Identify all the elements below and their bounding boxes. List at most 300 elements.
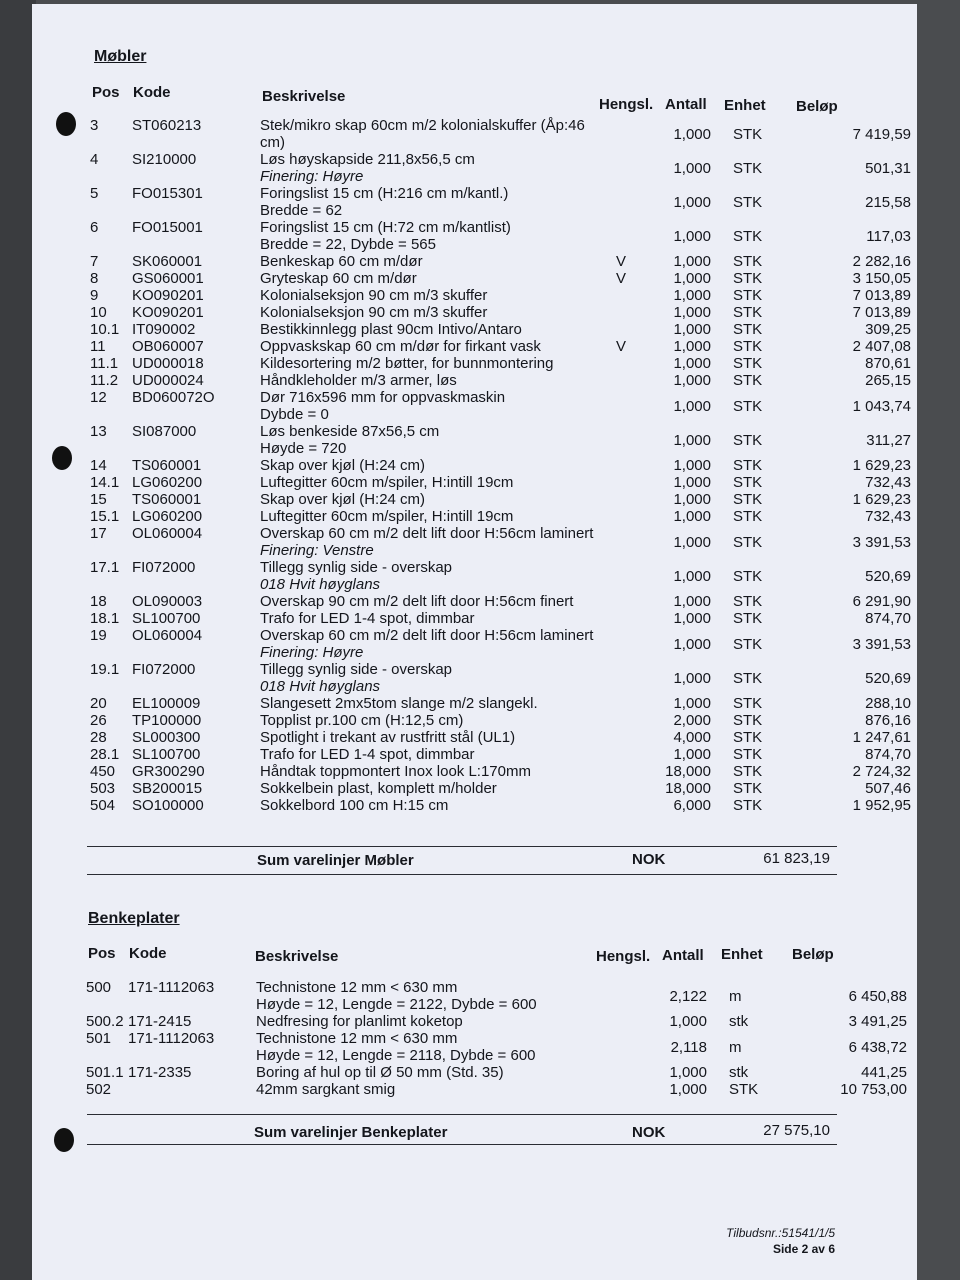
row-pos: 503: [90, 780, 116, 797]
row-description: [260, 610, 606, 627]
row-pos: 5: [90, 185, 99, 202]
row-enhet: STK: [733, 610, 763, 627]
row-description: [260, 117, 606, 151]
row-description: [260, 763, 606, 780]
row-enhet: STK: [733, 125, 763, 143]
row-kode: FO015001: [132, 219, 203, 236]
row-pos: 15: [90, 491, 107, 508]
row-enhet: stk: [729, 1013, 749, 1030]
row-belop: 1 247,61: [852, 729, 911, 746]
row-enhet: STK: [733, 712, 763, 729]
row-hengsl: [606, 287, 636, 304]
row-description: [260, 491, 606, 508]
row-kode: SI210000: [132, 151, 197, 168]
header-beskrivelse: Beskrivelse: [255, 948, 339, 965]
row-enhet: STK: [733, 763, 763, 780]
row-antall: 1,000: [669, 1013, 707, 1030]
header-enhet: Enhet: [721, 946, 763, 963]
row-kode: EL100009: [132, 695, 201, 712]
row-hengsl: [602, 1030, 632, 1064]
row-antall: 1,000: [673, 270, 711, 287]
table-row: [86, 1013, 907, 1030]
row-description: [256, 1030, 602, 1064]
row-antall: 6,000: [673, 797, 711, 814]
row-kode: UD000024: [132, 372, 204, 389]
row-belop: 874,70: [865, 746, 911, 763]
row-kode: OL090003: [132, 593, 203, 610]
row-hengsl: [606, 593, 636, 610]
row-belop: 501,31: [865, 159, 911, 177]
header-beskrivelse: Beskrivelse: [262, 88, 346, 105]
row-description: [256, 1081, 602, 1098]
row-description-line: Nedfresing for planlimt koketop: [256, 1013, 463, 1030]
row-kode: FI072000: [132, 559, 196, 576]
row-pos: 14: [90, 457, 107, 474]
table-row: [90, 610, 911, 627]
sum-value-benkeplater: 27 575,10: [763, 1122, 830, 1139]
row-description: [260, 695, 606, 712]
row-enhet: STK: [733, 227, 763, 245]
row-antall: 1,000: [673, 355, 711, 372]
row-description: [260, 423, 606, 457]
row-belop: 3 491,25: [848, 1013, 907, 1030]
divider: [87, 1114, 837, 1115]
row-hengsl: [606, 695, 636, 712]
row-description-line: Overskap 60 cm m/2 delt lift door H:56cm laminert: [260, 525, 594, 542]
row-pos: 501: [86, 1030, 112, 1047]
row-hengsl: [606, 491, 636, 508]
row-antall: 1,000: [673, 253, 711, 270]
row-description-line: Trafo for LED 1-4 spot, dimmbar: [260, 746, 475, 763]
table-row: [90, 729, 911, 746]
row-description: [260, 797, 606, 814]
row-antall: 1,000: [673, 338, 711, 355]
row-kode: TS060001: [132, 457, 202, 474]
row-belop: 1 629,23: [852, 491, 911, 508]
row-pos: 7: [90, 253, 99, 270]
row-description-line: Topplist pr.100 cm (H:12,5 cm): [260, 712, 464, 729]
row-description-line: Kildesortering m/2 bøtter, for bunnmontering: [260, 355, 554, 372]
row-antall: 1,000: [673, 746, 711, 763]
row-belop: 7 419,59: [852, 125, 911, 143]
row-hengsl: V: [615, 253, 626, 270]
row-description-line: Kolonialseksjon 90 cm m/3 skuffer: [260, 287, 488, 304]
row-description-line: Foringslist 15 cm (H:216 cm m/kantl.): [260, 185, 509, 202]
row-hengsl: [606, 219, 636, 253]
section-title-benkeplater: Benkeplater: [88, 910, 180, 927]
row-kode: UD000018: [132, 355, 204, 372]
row-hengsl: [602, 1081, 632, 1098]
row-pos: 501.1: [86, 1064, 124, 1081]
row-description-line: Løs benkeside 87x56,5 cm: [260, 423, 440, 440]
row-hengsl: [606, 304, 636, 321]
row-hengsl: [606, 661, 636, 695]
row-enhet: STK: [733, 431, 763, 449]
row-description-line: Sokkelbord 100 cm H:15 cm: [260, 797, 449, 814]
table-row: [90, 695, 911, 712]
row-kode: SK060001: [132, 253, 203, 270]
row-belop: 876,16: [865, 712, 911, 729]
table-row: [90, 474, 911, 491]
row-hengsl: [606, 423, 636, 457]
row-hengsl: [606, 610, 636, 627]
row-belop: 1 043,74: [852, 397, 911, 415]
row-belop: 520,69: [865, 669, 911, 687]
row-description-line: Sokkelbein plast, komplett m/holder: [260, 780, 497, 797]
row-enhet: STK: [733, 474, 763, 491]
table-row: [90, 389, 911, 423]
header-kode: Kode: [129, 945, 167, 962]
table-row: [90, 287, 911, 304]
row-enhet: STK: [733, 397, 763, 415]
row-belop: 265,15: [865, 372, 911, 389]
row-description-line: Dør 716x596 mm for oppvaskmaskin: [260, 389, 506, 406]
items-table-benkeplater: [86, 979, 907, 1098]
row-belop: 6 450,88: [848, 987, 907, 1005]
row-description-line: Oppvaskskap 60 cm m/dør for firkant vask: [260, 338, 541, 355]
row-enhet: STK: [733, 193, 763, 211]
table-row: [90, 797, 911, 814]
row-enhet: STK: [733, 491, 763, 508]
row-pos: 450: [90, 763, 116, 780]
row-description: [260, 355, 606, 372]
row-pos: 17.1: [90, 559, 120, 576]
row-description: [256, 1064, 602, 1081]
row-kode: BD060072O: [132, 389, 215, 406]
row-description-line: Technistone 12 mm < 630 mm: [256, 979, 458, 996]
row-hengsl: V: [615, 270, 626, 287]
row-enhet: m: [729, 1038, 742, 1056]
row-antall: 1,000: [669, 1064, 707, 1081]
row-pos: 504: [90, 797, 116, 814]
row-antall: 1,000: [673, 593, 711, 610]
table-row: [90, 253, 911, 270]
row-description-line: Luftegitter 60cm m/spiler, H:intill 19cm: [260, 508, 514, 525]
table-row: [90, 338, 911, 355]
row-enhet: STK: [733, 567, 763, 585]
sum-value-moebler: 61 823,19: [763, 850, 830, 867]
row-belop: 7 013,89: [852, 304, 911, 321]
table-row: [90, 321, 911, 338]
row-description: [260, 338, 606, 355]
row-belop: 6 438,72: [848, 1038, 907, 1056]
row-enhet: STK: [733, 270, 763, 287]
table-row: [86, 1081, 907, 1098]
row-enhet: STK: [733, 533, 763, 551]
row-kode: FO015301: [132, 185, 203, 202]
row-antall: 1,000: [673, 567, 711, 585]
row-description: [260, 151, 606, 185]
row-belop: 3 150,05: [852, 270, 911, 287]
row-kode: SL100700: [132, 746, 201, 763]
row-antall: 1,000: [673, 159, 711, 177]
row-belop: 2 407,08: [852, 338, 911, 355]
row-kode: SB200015: [132, 780, 203, 797]
row-enhet: STK: [733, 372, 763, 389]
row-belop: 732,43: [865, 508, 911, 525]
row-description-line: Håndkleholder m/3 armer, løs: [260, 372, 457, 389]
row-description: [256, 1013, 602, 1030]
row-belop: 507,46: [865, 780, 911, 797]
header-belop: Beløp: [792, 946, 834, 963]
row-description-line: Løs høyskapside 211,8x56,5 cm: [260, 151, 475, 168]
row-description-detail: Høyde = 12, Lengde = 2122, Dybde = 600: [256, 996, 537, 1013]
row-description-line: Foringslist 15 cm (H:72 cm m/kantlist): [260, 219, 511, 236]
row-hengsl: [606, 389, 636, 423]
row-pos: 8: [90, 270, 99, 287]
row-description-detail: 018 Hvit høyglans: [260, 678, 381, 695]
row-description-detail: Høyde = 12, Lengde = 2118, Dybde = 600: [256, 1047, 536, 1064]
sum-currency-moebler: NOK: [632, 851, 666, 868]
punch-hole: [52, 446, 72, 470]
punch-hole: [54, 1128, 74, 1152]
table-row: [90, 627, 911, 661]
section-title-moebler: Møbler: [94, 48, 147, 65]
row-antall: 2,122: [669, 987, 707, 1005]
row-hengsl: [606, 559, 636, 593]
row-enhet: STK: [733, 304, 763, 321]
table-row: [90, 355, 911, 372]
row-hengsl: [606, 763, 636, 780]
row-description: [260, 304, 606, 321]
row-description-line: Gryteskap 60 cm m/dør: [260, 270, 417, 287]
row-description: [260, 321, 606, 338]
row-description: [260, 457, 606, 474]
header-pos: Pos: [92, 84, 120, 101]
row-antall: 1,000: [673, 227, 711, 245]
row-pos: 6: [90, 219, 99, 236]
row-antall: 1,000: [673, 474, 711, 491]
row-hengsl: [606, 372, 636, 389]
row-pos: 18: [90, 593, 107, 610]
row-enhet: STK: [733, 321, 763, 338]
row-description: [260, 746, 606, 763]
row-kode: SL100700: [132, 610, 201, 627]
table-row: [90, 712, 911, 729]
row-pos: 14.1: [90, 474, 120, 491]
table-row: [90, 117, 911, 151]
row-belop: 10 753,00: [840, 1081, 907, 1098]
row-pos: 18.1: [90, 610, 120, 627]
row-pos: 15.1: [90, 508, 120, 525]
divider: [87, 874, 837, 875]
row-kode: TS060001: [132, 491, 202, 508]
row-pos: 17: [90, 525, 107, 542]
header-belop: Beløp: [796, 98, 838, 115]
row-enhet: STK: [733, 253, 763, 270]
row-pos: 11.1: [90, 355, 119, 372]
table-row: [86, 979, 907, 1013]
row-description-line: Trafo for LED 1-4 spot, dimmbar: [260, 610, 475, 627]
row-kode: 171-2415: [128, 1013, 192, 1030]
table-row: [90, 746, 911, 763]
row-description: [260, 559, 606, 593]
sum-currency-benkeplater: NOK: [632, 1124, 666, 1141]
row-description-line: 42mm sargkant smig: [256, 1081, 396, 1098]
row-belop: 1 629,23: [852, 457, 911, 474]
row-enhet: STK: [733, 159, 763, 177]
divider: [87, 846, 837, 847]
row-description-line: Skap over kjøl (H:24 cm): [260, 457, 426, 474]
row-pos: 3: [90, 117, 99, 134]
row-pos: 4: [90, 151, 99, 168]
table-row: [90, 457, 911, 474]
row-description: [260, 712, 606, 729]
row-belop: 7 013,89: [852, 287, 911, 304]
row-belop: 3 391,53: [852, 635, 911, 653]
row-belop: 732,43: [865, 474, 911, 491]
table-row: [90, 525, 911, 559]
table-row: [90, 593, 911, 610]
row-description-line: Stek/mikro skap 60cm m/2 kolonialskuffer (Åp:46: [260, 117, 585, 134]
row-pos: 13: [90, 423, 107, 440]
row-belop: 311,27: [866, 431, 911, 449]
row-kode: SI087000: [132, 423, 197, 440]
row-description-line: Overskap 60 cm m/2 delt lift door H:56cm laminert: [260, 627, 594, 644]
table-row: [86, 1030, 907, 1064]
row-antall: 1,000: [673, 669, 711, 687]
row-kode: 171-1112063: [128, 979, 215, 996]
row-kode: KO090201: [132, 287, 204, 304]
row-hengsl: [606, 797, 636, 814]
row-description: [260, 525, 606, 559]
row-antall: 2,000: [673, 712, 711, 729]
row-antall: 1,000: [673, 457, 711, 474]
row-enhet: STK: [729, 1081, 759, 1098]
header-pos: Pos: [88, 945, 116, 962]
row-hengsl: [606, 151, 636, 185]
punch-hole: [56, 112, 76, 136]
table-row: [90, 219, 911, 253]
row-antall: 1,000: [673, 508, 711, 525]
row-antall: 1,000: [673, 193, 711, 211]
row-enhet: STK: [733, 780, 763, 797]
row-description-line: Spotlight i trekant av rustfritt stål (UL1): [260, 729, 516, 746]
row-description-line: Boring af hul op til Ø 50 mm (Std. 35): [256, 1064, 504, 1081]
header-antall: Antall: [665, 96, 707, 113]
row-description-line: Skap over kjøl (H:24 cm): [260, 491, 426, 508]
row-pos: 11: [90, 338, 106, 355]
row-description-line: Technistone 12 mm < 630 mm: [256, 1030, 458, 1047]
row-description-line: Bestikkinnlegg plast 90cm Intivo/Antaro: [260, 321, 522, 338]
row-belop: 441,25: [861, 1064, 907, 1081]
row-description-detail: Finering: Høyre: [260, 644, 364, 661]
table-row: [90, 372, 911, 389]
table-row: [90, 151, 911, 185]
row-enhet: STK: [733, 508, 763, 525]
row-hengsl: [602, 1064, 632, 1081]
row-antall: 18,000: [665, 780, 711, 797]
row-description: [260, 729, 606, 746]
row-pos: 500: [86, 979, 112, 996]
row-hengsl: [602, 979, 632, 1013]
row-hengsl: [606, 729, 636, 746]
row-description-detail: Bredde = 22, Dybde = 565: [260, 236, 436, 253]
row-belop: 117,03: [866, 227, 911, 245]
sum-label-benkeplater: Sum varelinjer Benkeplater: [254, 1124, 448, 1141]
row-kode: TP100000: [132, 712, 202, 729]
row-description-line: Håndtak toppmontert Inox look L:170mm: [260, 763, 531, 780]
row-description-detail: cm): [260, 134, 285, 151]
row-description: [260, 593, 606, 610]
row-antall: 1,000: [673, 491, 711, 508]
row-description-line: Overskap 90 cm m/2 delt lift door H:56cm finert: [260, 593, 574, 610]
row-kode: OL060004: [132, 627, 203, 644]
row-belop: 1 952,95: [852, 797, 911, 814]
row-enhet: STK: [733, 669, 763, 687]
row-description-detail: Høyde = 720: [260, 440, 347, 457]
row-pos: 10: [90, 304, 107, 321]
row-hengsl: [606, 627, 636, 661]
row-description-line: Tillegg synlig side - overskap: [260, 559, 453, 576]
row-hengsl: [606, 780, 636, 797]
row-hengsl: [606, 457, 636, 474]
row-kode: GS060001: [132, 270, 204, 287]
row-kode: FI072000: [132, 661, 196, 678]
row-kode: KO090201: [132, 304, 204, 321]
row-antall: 18,000: [665, 763, 711, 780]
row-hengsl: V: [615, 338, 626, 355]
row-enhet: STK: [733, 593, 763, 610]
row-kode: OL060004: [132, 525, 203, 542]
row-description-line: Benkeskap 60 cm m/dør: [260, 253, 423, 270]
row-antall: 1,000: [673, 321, 711, 338]
row-belop: 3 391,53: [852, 533, 911, 551]
row-antall: 1,000: [673, 695, 711, 712]
row-description: [260, 185, 606, 219]
row-belop: 870,61: [865, 355, 911, 372]
row-enhet: m: [729, 987, 742, 1005]
row-antall: 1,000: [673, 533, 711, 551]
row-description: [260, 780, 606, 797]
row-antall: 1,000: [673, 397, 711, 415]
row-pos: 20: [90, 695, 107, 712]
row-belop: 309,25: [865, 321, 911, 338]
row-kode: LG060200: [132, 474, 203, 491]
row-hengsl: [606, 712, 636, 729]
row-hengsl: [606, 474, 636, 491]
header-hengsl: Hengsl.: [599, 96, 654, 113]
row-description-detail: Bredde = 62: [260, 202, 343, 219]
row-kode: LG060200: [132, 508, 203, 525]
row-kode: SL000300: [132, 729, 201, 746]
row-pos: 19: [90, 627, 107, 644]
row-antall: 1,000: [673, 635, 711, 653]
table-row: [90, 185, 911, 219]
row-enhet: STK: [733, 797, 763, 814]
row-pos: 11.2: [90, 372, 119, 389]
row-description: [260, 474, 606, 491]
row-description: [260, 627, 606, 661]
row-description-line: Kolonialseksjon 90 cm m/3 skuffer: [260, 304, 488, 321]
row-description: [260, 253, 606, 270]
row-antall: 1,000: [673, 431, 711, 449]
row-enhet: STK: [733, 287, 763, 304]
row-antall: 1,000: [673, 287, 711, 304]
row-kode: OB060007: [132, 338, 204, 355]
table-row: [90, 270, 911, 287]
table-row: [90, 423, 911, 457]
row-description: [260, 270, 606, 287]
row-hengsl: [606, 117, 636, 151]
table-row: [86, 1064, 907, 1081]
row-antall: 2,118: [670, 1038, 707, 1056]
row-belop: 6 291,90: [852, 593, 911, 610]
row-belop: 520,69: [865, 567, 911, 585]
row-hengsl: [606, 321, 636, 338]
document-page: [32, 4, 917, 1280]
row-pos: 9: [90, 287, 99, 304]
